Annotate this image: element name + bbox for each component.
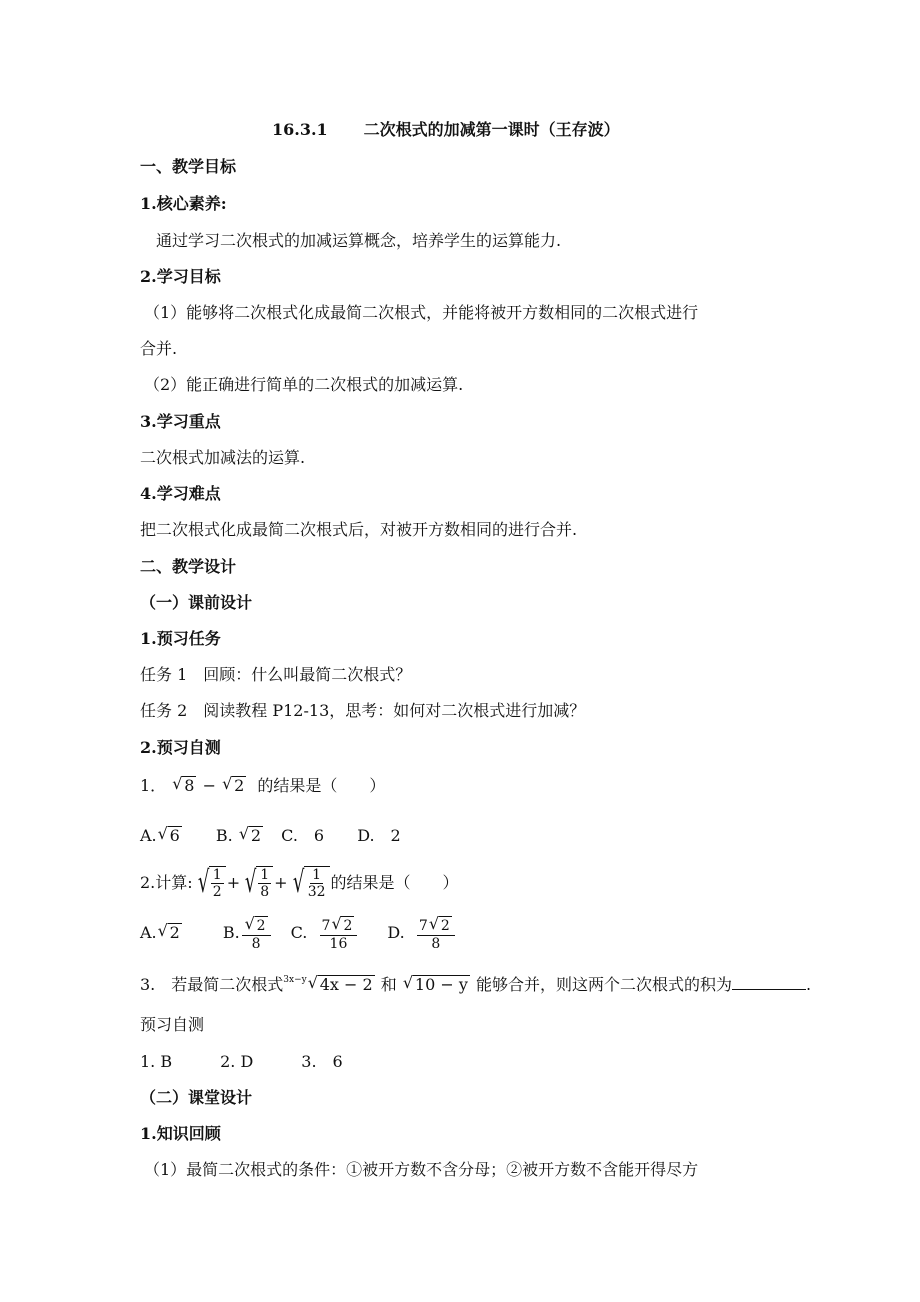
sqrt-expression: √ 4x − 2: [307, 973, 373, 994]
sqrt-fraction: √ $\frac{1}{2}$: [194, 863, 226, 903]
plus-sign: +: [274, 873, 288, 892]
difficulty-text: 把二次根式化成最简二次根式后，对被开方数相同的进行合并.: [140, 520, 578, 539]
period: .: [805, 975, 812, 994]
learning-goals-heading: 2.学习目标: [140, 267, 221, 286]
pre-class-heading: （一）课前设计: [140, 593, 253, 612]
task-2: 任务 2 阅读教程 P12-13，思考：如何对二次根式进行加减？: [140, 701, 586, 720]
core-literacy-text: 通过学习二次根式的加减运算概念，培养学生的运算能力.: [156, 231, 562, 250]
root-index: 3x−y: [283, 975, 307, 985]
knowledge-review-heading: 1.知识回顾: [140, 1124, 221, 1143]
section-number: 16.3.1: [272, 120, 328, 139]
sqrt-fraction: √ $\frac{1}{32}$: [289, 863, 330, 903]
radicand: 10 − y: [414, 975, 468, 994]
option-a: A. √ 2: [140, 921, 180, 942]
question-tail: 的结果是（ ）: [257, 776, 386, 795]
learning-goal-2: （2）能正确进行简单的二次根式的加减运算.: [144, 375, 464, 394]
radicand: 8: [184, 776, 195, 795]
page-title: [272, 118, 620, 142]
question-label: 2.计算:: [140, 873, 193, 892]
core-literacy-heading: 1.核心素养:: [140, 194, 227, 213]
option-c: C. 6: [281, 826, 325, 845]
learning-goal-1-cont: 合并.: [140, 339, 178, 358]
answers-heading: 预习自测: [140, 1015, 205, 1034]
sqrt-expression: √ 10 − y: [402, 973, 468, 994]
in-class-heading: （二）课堂设计: [140, 1088, 253, 1107]
self-test-heading: 2.预习自测: [140, 738, 221, 757]
minus-sign: −: [202, 776, 216, 795]
title-text: 二次根式的加减第一课时（王存波）: [363, 120, 620, 139]
question-1: [140, 774, 385, 798]
knowledge-review-text: （1）最简二次根式的条件：①被开方数不含分母；②被开方数不含能开得尽方: [144, 1160, 699, 1179]
question-2-options: [140, 912, 457, 954]
focus-heading: 3.学习重点: [140, 412, 221, 431]
question-tail: 能够合并，则这两个二次根式的积为: [475, 975, 732, 994]
conjunction: 和: [380, 975, 397, 994]
question-tail: 的结果是（ ）: [330, 873, 459, 892]
question-1-options: [140, 824, 401, 848]
option-d: D. 7 √ 2 8: [387, 914, 456, 952]
section-heading-objectives: 一、教学目标: [140, 157, 237, 176]
sqrt-expression: √ 2: [222, 774, 245, 795]
option-c: C. 7 √ 2 16: [291, 914, 360, 952]
question-3: [140, 968, 811, 997]
task-1: 任务 1 回顾：什么叫最简二次根式？: [140, 665, 412, 684]
answer-blank: [732, 973, 806, 990]
option-a: A. √ 6: [140, 824, 180, 845]
learning-goal-1: （1）能够将二次根式化成最简二次根式，并能将被开方数相同的二次根式进行: [144, 303, 699, 322]
plus-sign: +: [226, 873, 241, 892]
difficulty-heading: 4.学习难点: [140, 484, 221, 503]
sqrt-fraction: √ $\frac{1}{8}$: [241, 863, 273, 903]
option-d: D. 2: [357, 826, 401, 845]
question-label: 3. 若最简二次根式: [140, 975, 284, 994]
question-label: 1．: [140, 776, 167, 795]
radicand: 2: [234, 776, 245, 795]
option-b: B. √ 2: [215, 824, 262, 845]
answers-text: 1. B 2. D 3. 6: [140, 1052, 343, 1071]
option-b: B. √ 2 8: [223, 914, 273, 952]
preview-tasks-heading: 1.预习任务: [140, 629, 221, 648]
sqrt-expression: √ 8: [172, 774, 195, 795]
radicand: 4x − 2: [319, 975, 373, 994]
focus-text: 二次根式加减法的运算.: [140, 448, 306, 467]
section-heading-design: 二、教学设计: [140, 557, 237, 576]
question-2: [140, 862, 459, 904]
